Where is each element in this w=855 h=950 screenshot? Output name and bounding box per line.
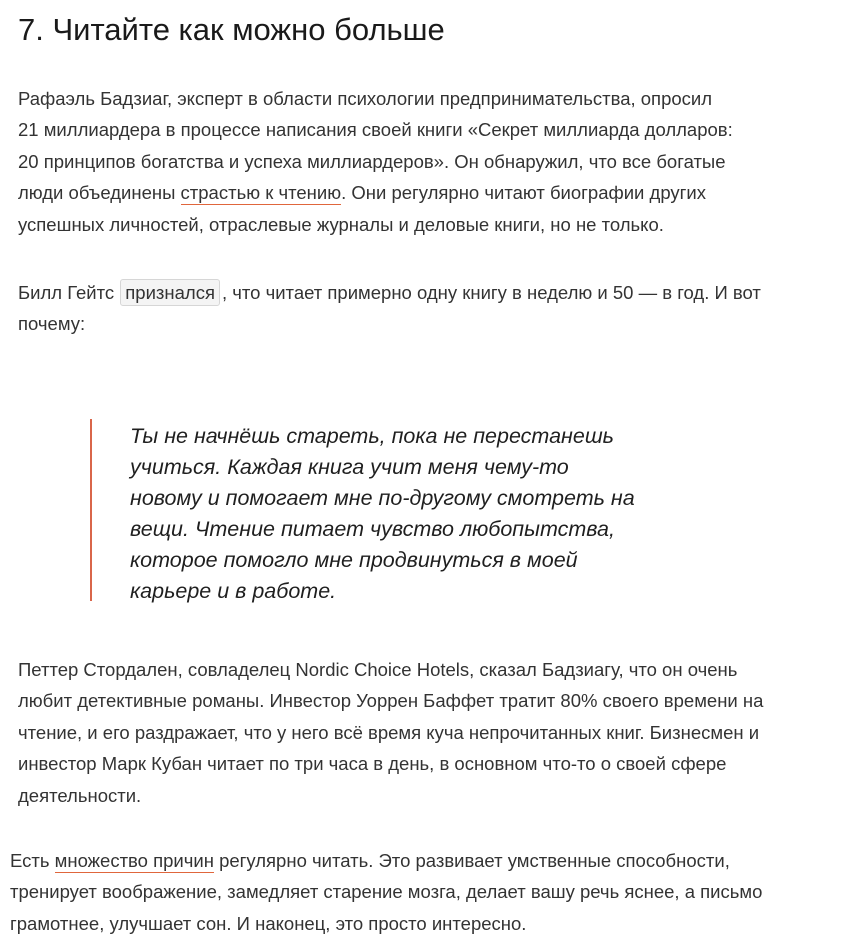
text-line: чтение, и его раздражает, что у него всё время куча непрочитанных книг. Бизнесмен и bbox=[18, 721, 760, 743]
quote-line: вещи. Чтение питает чувство любопытства, bbox=[130, 517, 615, 541]
text-line: любит детективные романы. Инвестор Уоррен Баффет тратит 80% своего времени на bbox=[18, 690, 764, 712]
text-line bbox=[18, 277, 838, 308]
many-reasons-link[interactable]: множество причин bbox=[54, 850, 214, 871]
quote-line: карьере и в работе. bbox=[130, 579, 337, 603]
paragraph-reasons-to-read bbox=[10, 845, 850, 939]
gates-quote bbox=[90, 419, 652, 601]
text-line bbox=[18, 177, 838, 208]
paragraph-billionaires-survey bbox=[18, 83, 838, 240]
passion-for-reading-link[interactable]: страстью к чтению bbox=[180, 182, 342, 204]
text-line bbox=[10, 845, 850, 876]
text-line: Петтер Стордален, совладелец Nordic Choice Hotels, сказал Бадзиагу, что он очень bbox=[18, 659, 738, 680]
text-line: успешных личностей, отраслевые журналы и деловые книги, но не только. bbox=[18, 213, 664, 235]
text-fragment: Есть bbox=[10, 850, 55, 871]
admitted-link[interactable]: признался bbox=[120, 279, 220, 306]
text-fragment: , что читает примерно одну книгу в неделю и 50 — в год. И вот bbox=[221, 282, 761, 303]
text-line: грамотнее, улучшает сон. И наконец, это просто интересно. bbox=[10, 912, 527, 934]
text-line: 21 миллиардера в процессе написания своей книги «Секрет миллиарда долларов: bbox=[18, 119, 733, 141]
text-line: 20 принципов богатства и успеха миллиардеров». Он обнаружил, что все богатые bbox=[18, 150, 726, 172]
quote-line: учиться. Каждая книга учит меня чему-то bbox=[130, 455, 569, 479]
quote-text bbox=[130, 421, 635, 607]
text-fragment: регулярно читать. Это развивает умственные способности, bbox=[213, 850, 730, 871]
text-line: инвестор Марк Кубан читает по три часа в день, в основном что-то о своей сфере bbox=[18, 753, 727, 775]
text-line: деятельности. bbox=[18, 784, 142, 806]
paragraph-other-billionaires bbox=[18, 654, 850, 811]
text-fragment: . Они регулярно читают биографии других bbox=[341, 182, 706, 204]
text-line: Рафаэль Бадзиаг, эксперт в области психологии предпринимательства, опросил bbox=[18, 88, 713, 109]
text-fragment: Билл Гейтс bbox=[18, 282, 120, 303]
text-fragment: люди объединены bbox=[18, 182, 181, 204]
text-line: тренирует воображение, замедляет старение мозга, делает вашу речь яснее, а письмо bbox=[10, 881, 763, 903]
quote-line: Ты не начнёшь стареть, пока не перестанешь bbox=[130, 424, 614, 448]
quote-line: которое помогло мне продвинуться в моей bbox=[130, 548, 578, 572]
text-line: почему: bbox=[18, 313, 86, 335]
paragraph-bill-gates bbox=[18, 277, 838, 340]
section-heading: 7. Читайте как можно больше bbox=[18, 12, 445, 47]
quote-line: новому и помогает мне по-другому смотреть на bbox=[130, 486, 635, 510]
